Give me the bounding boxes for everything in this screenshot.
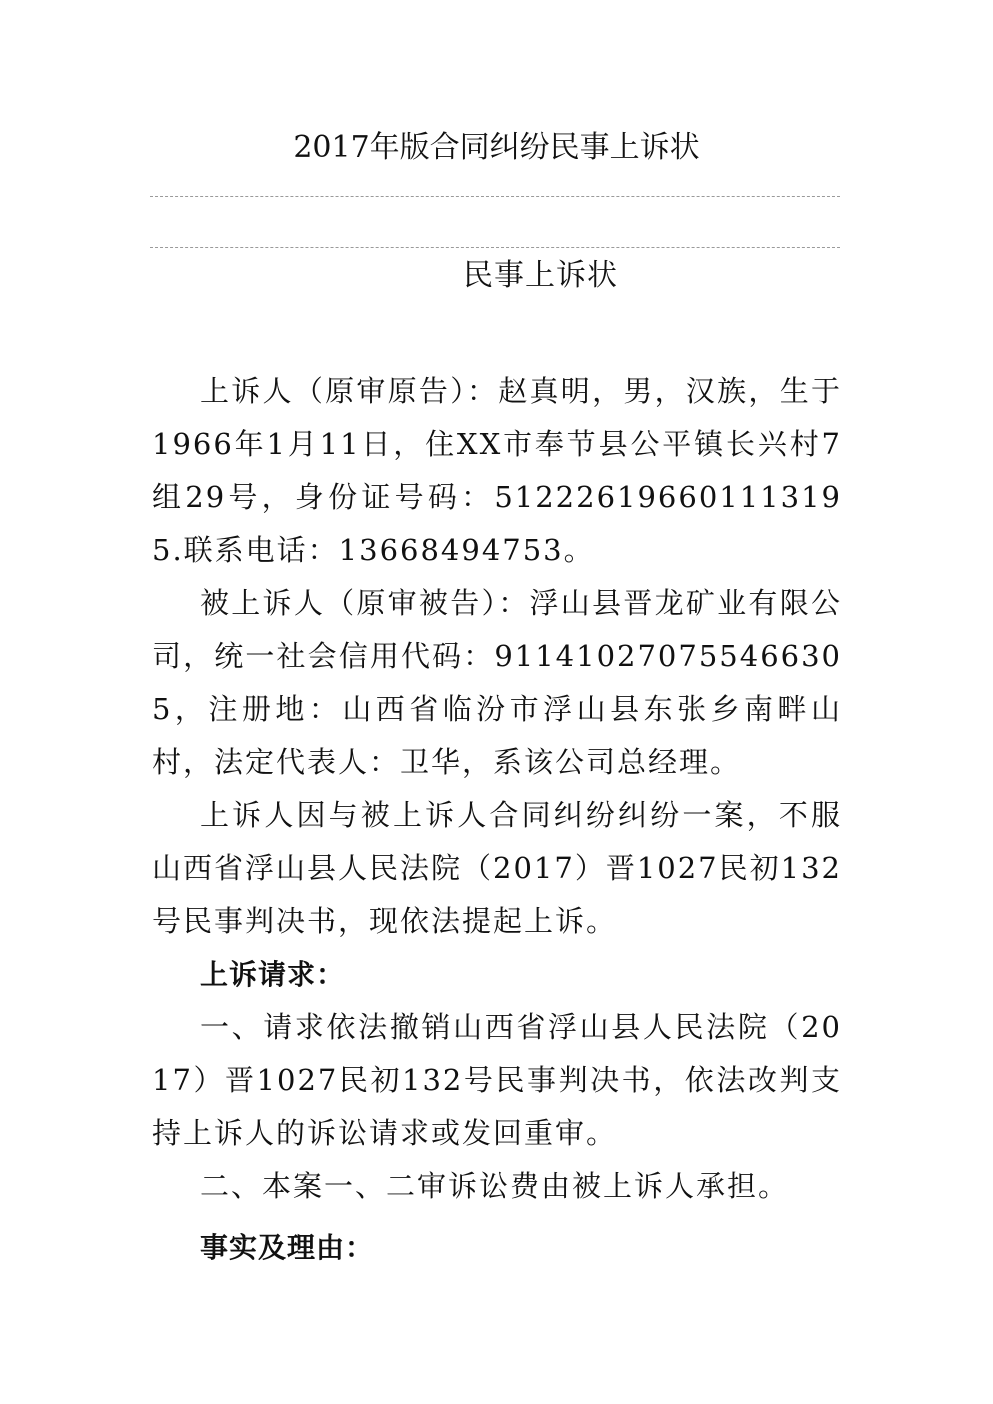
document-body <box>152 365 842 1274</box>
dashed-divider-bottom <box>150 247 840 248</box>
appellee-paragraph: 被上诉人（原审被告）：浮山县晋龙矿业有限公司，统一社会信用代码：911410270755466305，注册地：山西省临汾市浮山县东张乡南畔山村，法定代表人：卫华，系该公司总经理。 <box>152 586 842 779</box>
appeal-statement-paragraph: 上诉人因与被上诉人合同纠纷纠纷一案，不服山西省浮山县人民法院（2017）晋1027民初132号民事判决书，现依法提起上诉。 <box>152 798 842 938</box>
document-subtitle: 民事上诉状 <box>463 258 618 293</box>
facts-heading: 事实及理由： <box>200 1231 375 1264</box>
document-title: 2017年版合同纠纷民事上诉状 <box>293 130 700 165</box>
request-item-1: 一、请求依法撤销山西省浮山县人民法院（2017）晋1027民初132号民事判决书，依法改判支持上诉人的诉讼请求或发回重审。 <box>152 1010 842 1150</box>
requests-heading: 上诉请求： <box>200 958 346 991</box>
dashed-divider-top <box>150 196 840 197</box>
appellant-paragraph: 上诉人（原审原告）：赵真明，男，汉族，生于1966年1月11日，住XX市奉节县公平镇长兴村7组29号，身份证号码：512226196601113195.联系电话：13668494753。 <box>152 374 842 567</box>
request-item-2: 二、本案一、二审诉讼费由被上诉人承担。 <box>200 1169 790 1203</box>
